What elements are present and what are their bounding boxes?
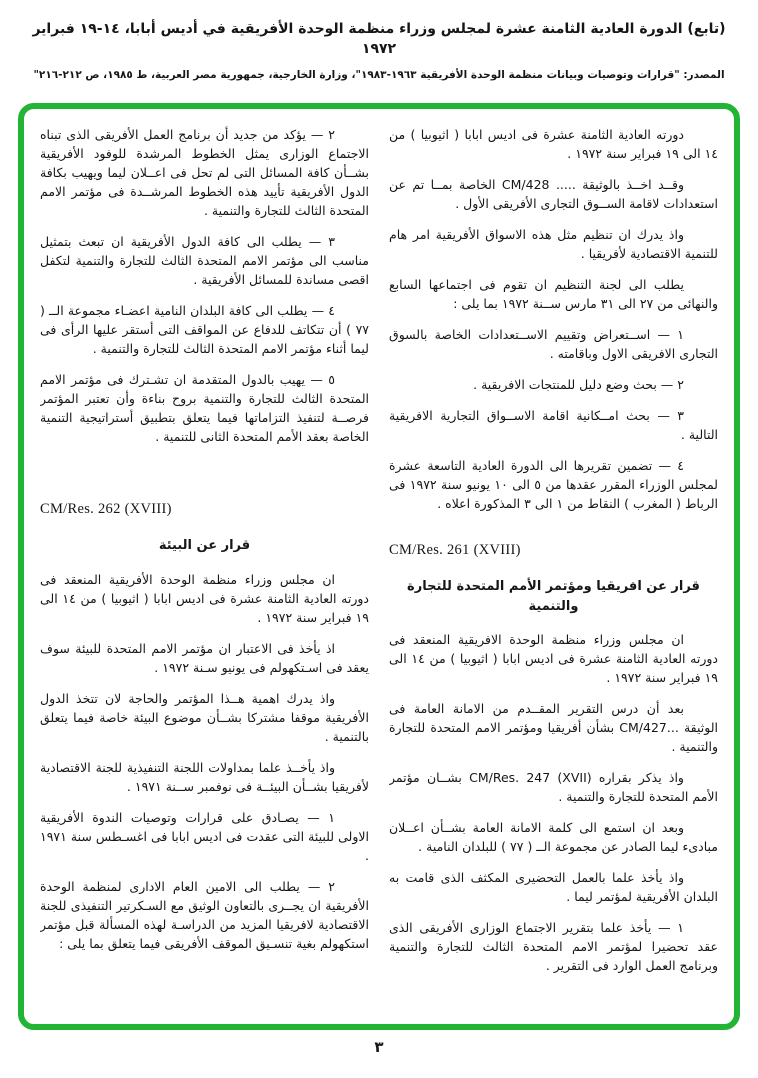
paragraph: وبعد ان استمع الى كلمة الامانة العامة بشــأن اعــلان مبادىء ليما الصادر عن مجموعة الــ ( ٧٧ ) للبلدان النامية . <box>389 820 718 855</box>
resolution-code: CM/Res. 261 (XVIII) <box>389 542 521 558</box>
header-source: المصدر: "قرارات وتوصيات وبيانات منظمة الوحدة الأفريقية ١٩٦٣-١٩٨٣"، وزارة الخارجية، جمهورية مصر العربية، ط ١٩٨٥، ص ٢١٢-٢١٦" <box>33 69 725 82</box>
paragraph: ٢ — يؤكد من جديد أن برنامج العمل الأفريقى الذى تبناه الاجتماع الوزارى يمثل الخطوط المرشدة للوفود الأفريقية بشــأن كافة المسائل التى لم تحل فى اعــلان ليما ويهيب بكافة الدول الأفريقية تأييد هذه الخطوط المرشــدة فى مؤتمر الامم المتحدة الثالث للتجارة والتنمية . <box>40 127 369 218</box>
paragraph: ٣ — يطلب الى كافة الدول الأفريقية ان تبعث بتمثيل مناسب الى مؤتمر الامم المتحدة الثالث للتجارة والتنمية لتكفل اقصى مساندة للمسائل الأفريقية . <box>40 234 369 287</box>
paragraph: وقــد اخــذ بالوثيقة ..... CM/428 الخاصة بمــا تم عن استعدادات لاقامة الســوق التجارى الأفريقى الأول . <box>389 177 718 211</box>
paragraph: ان مجلس وزراء منظمة الوحدة الافريقية المنعقد فى دورته العادية الثامنة عشرة فى اديس ابابا ( اثيوبيا ) من ١٤ الى ١٩ فبراير سنة ١٩٧٢ . <box>389 632 718 686</box>
paragraph: اذ يأخذ فى الاعتبار ان مؤتمر الامم المتحدة للبيئة سوف يعقد فى اسـتكهولم فى يونيو سـنة ١٩٧٢ . <box>40 640 369 675</box>
column-left <box>40 125 369 1014</box>
paragraph: يطلب الى لجنة التنظيم ان تقوم فى اجتماعها السابع والنهائى من ٢٧ الى ٣١ مارس ســنة ١٩٧٢ بما يلى : <box>389 277 718 311</box>
resolution-heading: قرار عن البيئة <box>158 538 251 554</box>
paragraph: ١ — اســتعراض وتقييم الاســتعدادات الخاصة بالسوق التجارى الافريقى الاول وباقامته . <box>389 327 718 361</box>
paragraph: ٤ — يطلب الى كافة البلدان النامية اعضـاء مجموعة الــ ( ٧٧ ) أن تتكاتف للدفاع عن المواقف التى أستقر عليها الرأى فى ليما أثناء مؤتمر الامم المتحدة الثالث للتجارة والتنمية . <box>40 303 369 356</box>
paragraph: ٥ — يهيب بالدول المتقدمة ان تشـترك فى مؤتمر الامم المتحدة الثالث للتجارة والتنمية بروح بناءة وأن تعتبر المؤتمر فرصــة لتنفيذ التزاماتها فيما يتعلق بتطبيق أستراتيجية التنمية الخاصة بعقد الأمم المتحدة الثانى للتنمية . <box>40 372 369 444</box>
resolution-code: CM/Res. 262 (XVIII) <box>40 501 172 517</box>
header-title: (تابع) الدورة العادية الثامنة عشرة لمجلس وزراء منظمة الوحدة الأفريقية في أديس أبابا، ١٤-١٩ فبراير ١٩٧٢ <box>32 21 726 57</box>
paragraph: ٤ — تضمين تقريرها الى الدورة العادية التاسعة عشرة لمجلس الوزراء المقرر عقدها من ٥ الى ١٠ يونيو سنة ١٩٧٢ فى الرباط ( المغرب ) النقاط من ١ الى ٣ المذكورة اعلاه . <box>389 458 718 511</box>
page-number: ٣ <box>374 1038 384 1056</box>
page-header <box>0 0 758 83</box>
paragraph: بعد أن درس التقرير المقــدم من الامانة العامة فى الوثيقة ...CM/427 بشأن أفريقيا ومؤتمر الامم المتحدة للتجارة والتنمية . <box>389 701 718 755</box>
paragraph: واذ يأخــذ علما بمداولات اللجنة التنفيذية للجنة الاقتصادية لأفريقيا بشــأن البيئــة فى نوفمبر ســنة ١٩٧١ . <box>40 759 369 794</box>
paragraph: ٢ — بحث وضع دليل للمنتجات الافريقية . <box>473 377 684 392</box>
resolution-heading: قرار عن افريقيا ومؤتمر الأمم المتحدة للتجارة والتنمية <box>407 579 700 614</box>
paragraph: ٣ — بحث امــكانية اقامة الاســواق التجارية الافريقية التالية . <box>389 408 718 442</box>
paragraph: ١ — يأخذ علما بتقرير الاجتماع الوزارى الأفريقى الذى عقد تحضيرا لمؤتمر الامم المتحدة الثالث للتجارة والتنمية وبرنامج العمل الوارد فى التقرير . <box>389 920 718 974</box>
paragraph: دورته العادية الثامنة عشرة فى اديس ابابا ( اثيوبيا ) من ١٤ الى ١٩ فبراير سنة ١٩٧٢ . <box>389 127 718 161</box>
paragraph: واذ يدرك اهمية هــذا المؤتمر والحاجة لان تتخذ الدول الأفريقية موقفا مشتركا بشــأن موضوع البيئة خاصة فيما يتعلق بالتنمية . <box>40 690 369 744</box>
paragraph: واذ يدرك ان تنظيم مثل هذه الاسواق الأفريقية امر هام للتنمية الاقتصادية لأفريقيا . <box>389 227 718 261</box>
paragraph: واذ يأخذ علما بالعمل التحضيرى المكثف الذى قامت به البلدان الأفريقية لمؤتمر ليما . <box>389 870 718 905</box>
paragraph: واذ يذكر بقراره CM/Res. 247 (XVII) بشــان مؤتمر الأمم المتحدة للتجارة والتنمية . <box>389 770 718 805</box>
column-right <box>389 125 718 1014</box>
content-frame <box>18 103 740 1030</box>
paragraph: ٢ — يطلب الى الامين العام الادارى لمنظمة الوحدة الأفريقية ان يجــرى بالتعاون الوثيق مع السـكرتير التنفيذى للجنة الاقتصادية لافريقيا المزيد من الدراسـة لهذه المسألة قبل مؤتمر استكهولم بغية تنسـيق الموقف الأفريقى فيما يتعلق بما يلى : <box>40 878 369 951</box>
paragraph: ان مجلس وزراء منظمة الوحدة الأفريقية المنعقد فى دورته العادية الثامنة عشرة فى اديس ابابا ( اثيوبيا ) من ١٤ الى ١٩ فبراير سنة ١٩٧٢ . <box>40 571 369 625</box>
paragraph: ١ — يصـادق على قرارات وتوصيات الندوة الأفريقية الاولى للبيئة التى عقدت فى اديس ابابا فى اغسـطس سنة ١٩٧١ . <box>40 809 369 863</box>
